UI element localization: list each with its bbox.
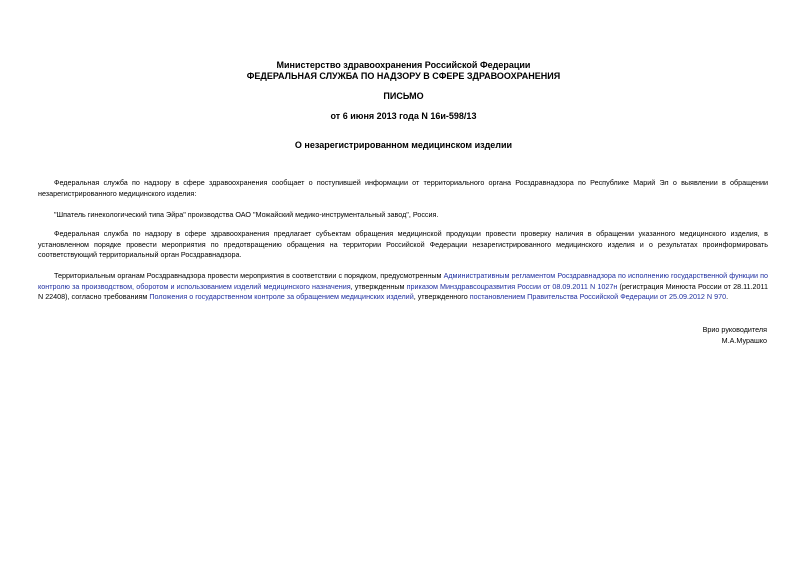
link-order-1027n[interactable]: приказом Минздравсоцразвития России от 08.09.2011 N 1027н [406, 281, 618, 291]
link-government-decree-970[interactable]: постановлением Правительства Российской Федерации от 25.09.2012 N 970 [469, 292, 727, 302]
paragraph-1: Федеральная служба по надзору в сфере здравоохранения сообщает о поступившей информации от территориального органа Росздравнадзора по Республике Марий Эл о выявлении в обращении незарегистрированного медицинского изделия: [38, 178, 768, 198]
p4-text-5: . [726, 292, 729, 302]
paragraph-4 [38, 271, 768, 303]
signature-name: М.А.Мурашко [721, 336, 767, 345]
link-control-regulation[interactable]: Положения о государственном контроле за обращением медицинских изделий [149, 292, 414, 302]
document-subject: О незарегистрированном медицинском изделии [294, 140, 513, 150]
link-admin-regulation[interactable]: Административным регламентом Росздравнадзора по исполнению государственной функции по контролю за производством, оборотом и использованием изделий медицинского назначения [38, 271, 768, 291]
paragraph-3: Федеральная служба по надзору в сфере здравоохранения предлагает субъектам обращения медицинской продукции провести проверку наличия в обращении указанного медицинского изделия, в установленном порядке провести мероприятия по предотвращению обращения на территории Российской Федерации незарегистрированного медицинского изделия и о результатах проинформировать соответствующий территориальный орган Росздравнадзора. [38, 229, 768, 260]
ministry-name: Министерство здравоохранения Российской Федерации [276, 60, 531, 70]
p4-text-2: , утвержденным [350, 281, 407, 291]
p4-text-1: Территориальным органам Росздравнадзора провести мероприятия в соответствии с порядком, предусмотренным [54, 271, 444, 281]
p4-text-3: (регистрация Минюста России от 28.11.2011 N 22408), согласно требованиям [38, 281, 769, 302]
document-type: ПИСЬМО [383, 91, 424, 101]
p4-text-4: , утвержденного [413, 292, 470, 302]
document-date-number: от 6 июня 2013 года N 16и-598/13 [330, 111, 477, 121]
signature-title: Врио руководителя [702, 325, 767, 334]
paragraph-2: "Шпатель гинекологический типа Эйра" производства ОАО "Можайский медико-инструментальный завод", Россия. [54, 210, 439, 220]
service-name: ФЕДЕРАЛЬНАЯ СЛУЖБА ПО НАДЗОРУ В СФЕРЕ ЗДРАВООХРАНЕНИЯ [246, 71, 561, 81]
